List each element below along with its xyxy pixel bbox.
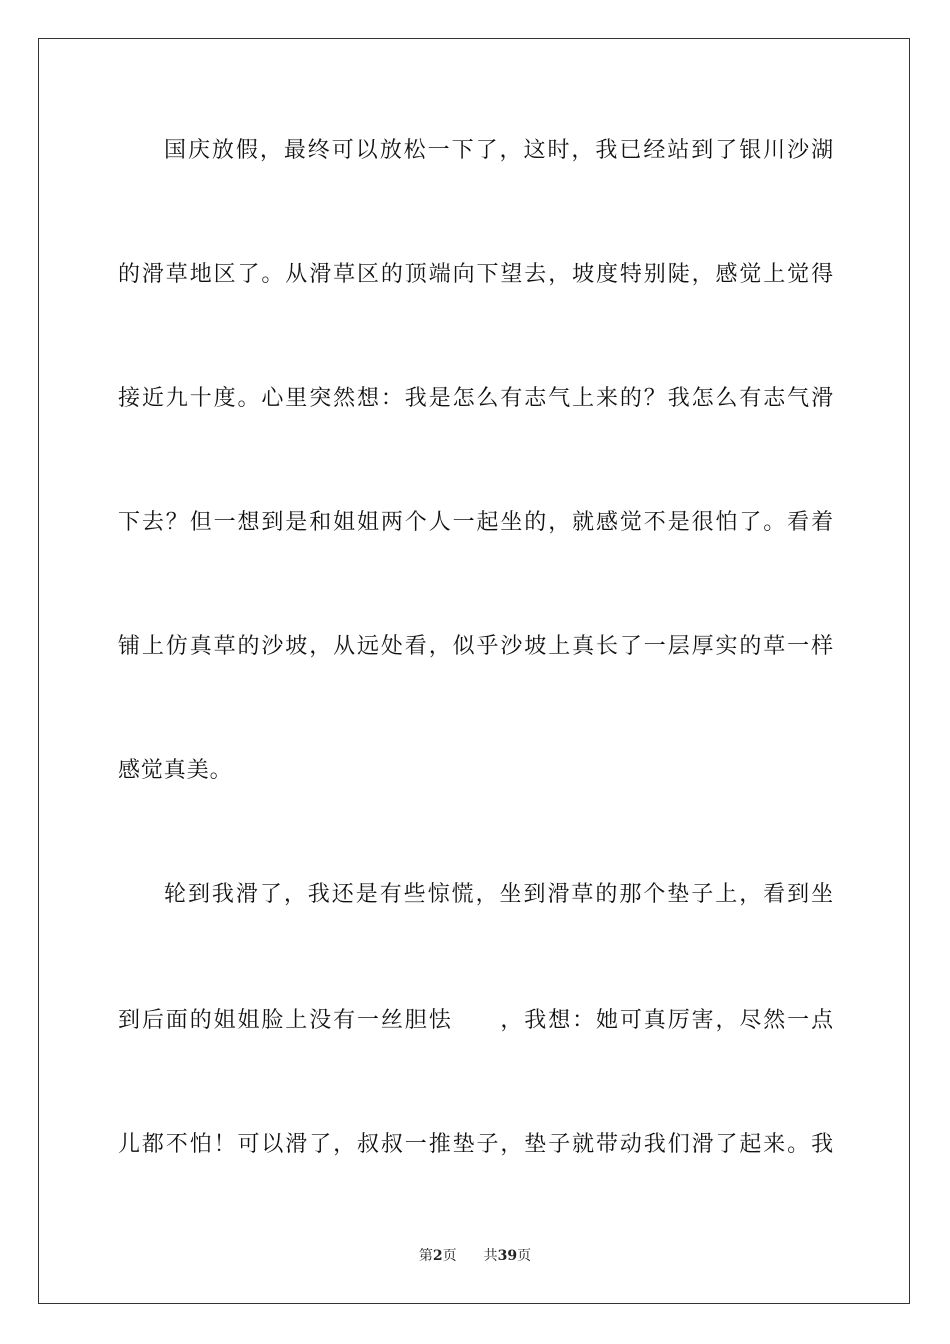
page-number: 2 — [432, 1248, 443, 1264]
total-pages-label — [484, 1247, 531, 1265]
page-frame — [38, 38, 910, 1304]
paragraph-1-line-6: 感觉真美。 — [118, 758, 233, 783]
total-suffix: 页 — [517, 1248, 532, 1264]
total-prefix: 共 — [483, 1248, 498, 1264]
paragraph-1-line-2: 的滑草地区了。从滑草区的顶端向下望去，坡度特别陡，感觉上觉得 — [118, 262, 834, 287]
page-label — [419, 1247, 457, 1265]
paragraph-2-line-1: 轮到我滑了，我还是有些惊慌，坐到滑草的那个垫子上，看到坐 — [164, 882, 834, 907]
page-suffix: 页 — [442, 1248, 457, 1264]
paragraph-2-line-2: 到后面的姐姐脸上没有一丝胆怯 ，我想：她可真厉害，尽然一点 — [118, 1008, 834, 1033]
page-prefix: 第 — [418, 1248, 433, 1264]
page-footer — [0, 1247, 950, 1265]
paragraph-1-line-1: 国庆放假，最终可以放松一下了，这时，我已经站到了银川沙湖 — [164, 138, 834, 163]
total-pages: 39 — [497, 1248, 518, 1264]
paragraph-1-line-5: 铺上仿真草的沙坡，从远处看，似乎沙坡上真长了一层厚实的草一样 — [118, 634, 834, 659]
paragraph-1-line-4: 下去？但一想到是和姐姐两个人一起坐的，就感觉不是很怕了。看着 — [118, 510, 834, 535]
paragraph-2-line-3: 儿都不怕！可以滑了，叔叔一推垫子，垫子就带动我们滑了起来。我 — [118, 1132, 834, 1157]
paragraph-1-line-3: 接近九十度。心里突然想：我是怎么有志气上来的？我怎么有志气滑 — [118, 386, 834, 411]
